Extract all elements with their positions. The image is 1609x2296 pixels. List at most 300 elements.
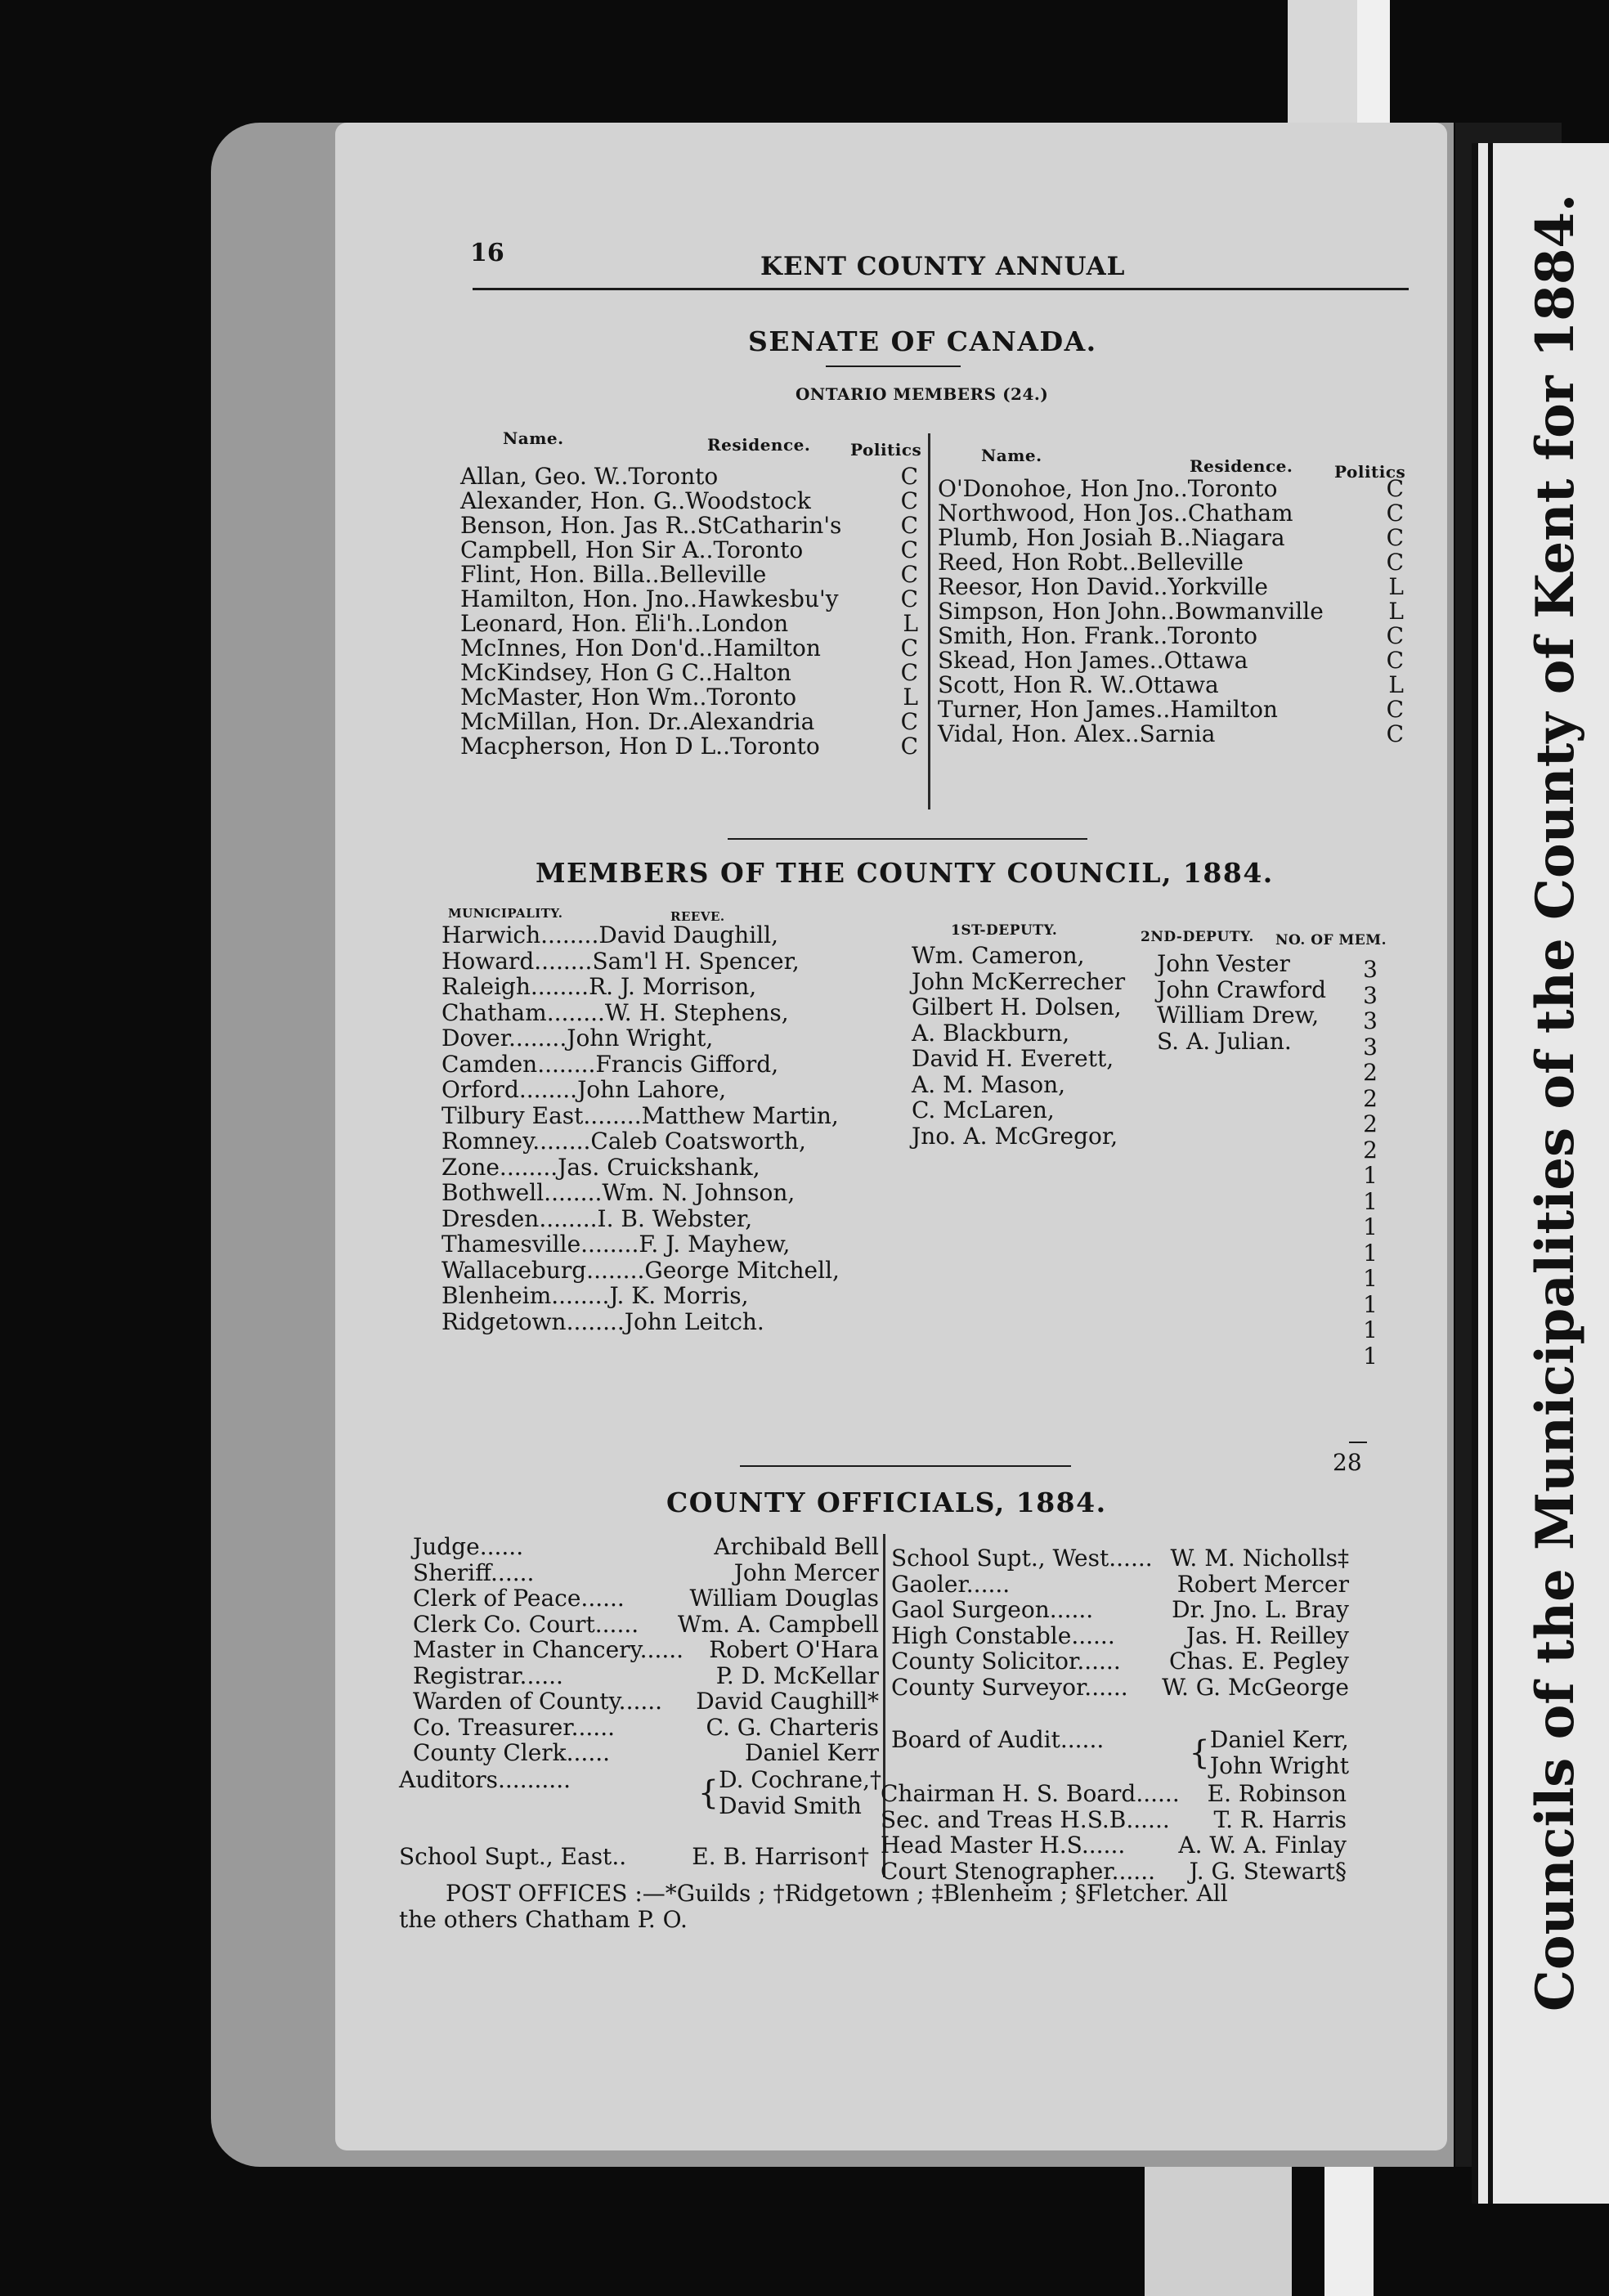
senator-entry: Smith, Hon. Frank..Toronto	[938, 622, 1257, 649]
senator-residence: Hawkesbu'y	[697, 585, 839, 612]
council-municipality: Bothwell	[441, 1179, 545, 1206]
senator-residence: Belleville	[1136, 549, 1244, 576]
council-member-count: 2	[1363, 1059, 1378, 1086]
senator-row	[938, 575, 1404, 599]
council-row: Howard........Sam'l H. Spencer,	[441, 947, 800, 975]
council-member-count: 3	[1363, 981, 1378, 1009]
official-row	[413, 1715, 879, 1741]
official-office-label: Sheriff	[413, 1558, 491, 1586]
senator-residence: Toronto	[628, 463, 719, 490]
council-municipality: Harwich	[441, 922, 541, 948]
council-members-header: NO. OF MEM.	[1275, 932, 1387, 948]
senator-name: Macpherson, Hon D L	[460, 733, 716, 760]
senator-entry: Turner, Hon James..Hamilton	[938, 696, 1278, 723]
council-reeve: F. J. Mayhew,	[639, 1231, 791, 1258]
official-name: W. G. McGeorge	[1162, 1673, 1349, 1701]
council-second-deputy: S. A. Julian.	[1157, 1027, 1292, 1055]
senator-entry: Hamilton, Hon. Jno..Hawkesbu'y	[460, 585, 839, 612]
council-left-columns	[441, 922, 899, 1334]
senate-subtitle: ONTARIO MEMBERS (24.)	[796, 384, 1049, 404]
council-member-count: 1	[1363, 1265, 1378, 1292]
senator-entry: McKindsey, Hon G C..Halton	[460, 659, 791, 686]
senator-row	[460, 710, 918, 734]
council-reeve: John Wright,	[567, 1025, 714, 1052]
senator-name: McMaster, Hon Wm	[460, 684, 692, 711]
senator-name: Benson, Hon. Jas R	[460, 512, 683, 539]
auditors-label: Auditors	[399, 1766, 498, 1793]
senator-politics: C	[900, 733, 918, 760]
council-members-column	[1353, 957, 1378, 1369]
senator-residence: Belleville	[659, 561, 767, 588]
official-row	[891, 1597, 1349, 1623]
council-row: Wallaceburg........George Mitchell,	[441, 1256, 840, 1284]
senator-name: McMillan, Hon. Dr	[460, 708, 675, 735]
council-municipality: Dresden	[441, 1204, 540, 1232]
council-municipality-header: MUNICIPALITY.	[448, 906, 563, 921]
senator-row	[938, 624, 1404, 648]
council-municipality: Orford	[441, 1076, 519, 1103]
council-reeve: Sam'l H. Spencer,	[592, 947, 800, 975]
council-first-deputy: Wm. Cameron,	[912, 942, 1085, 969]
official-name: Daniel Kerr	[744, 1739, 879, 1766]
council-member-count: 1	[1363, 1290, 1378, 1318]
council-municipality: Ridgetown	[441, 1307, 567, 1335]
senator-politics: L	[1388, 573, 1404, 600]
council-row: Tilbury East........Matthew Martin,	[441, 1101, 839, 1129]
official-office: County Clerk......	[413, 1739, 611, 1766]
council-member-count: 1	[1363, 1187, 1378, 1215]
senator-name: Skead, Hon James	[938, 647, 1150, 674]
council-municipality: Romney	[441, 1128, 533, 1155]
council-total-rule	[1349, 1442, 1367, 1443]
senator-politics: C	[900, 561, 918, 588]
council-row: Dresden........I. B. Webster,	[441, 1204, 753, 1232]
senator-entry: Benson, Hon. Jas R..StCatharin's	[460, 512, 842, 539]
senate-right-column	[938, 477, 1404, 747]
senator-entry: McMillan, Hon. Dr..Alexandria	[460, 708, 815, 735]
senator-entry: McMaster, Hon Wm..Toronto	[460, 684, 797, 711]
senator-name: McKindsey, Hon G C	[460, 659, 698, 686]
council-member-count: 1	[1363, 1342, 1378, 1370]
official-row	[413, 1637, 879, 1663]
senator-politics: C	[1386, 720, 1404, 747]
senator-residence: Toronto	[1187, 475, 1278, 502]
council-first-deputy-header: 1ST-DEPUTY.	[951, 922, 1058, 939]
senator-row	[460, 563, 918, 587]
official-name: Robert Mercer	[1176, 1570, 1349, 1598]
official-office: County Solicitor......	[891, 1648, 1121, 1675]
council-first-deputy: John McKerrecher	[912, 967, 1126, 995]
council-reeve: John Lahore,	[577, 1076, 727, 1103]
senator-entry: Scott, Hon R. W..Ottawa	[938, 671, 1219, 698]
senator-politics: C	[1386, 524, 1404, 551]
senator-row	[938, 477, 1404, 501]
senator-entry: Skead, Hon James..Ottawa	[938, 647, 1248, 674]
senator-entry: Allan, Geo. W..Toronto	[460, 463, 719, 490]
official-office-label: Gaoler	[891, 1570, 966, 1598]
auditor-name: David Smith	[719, 1792, 862, 1819]
council-second-deputy: John Crawford	[1157, 975, 1327, 1003]
official-name: Robert O'Hara	[709, 1636, 879, 1663]
council-reeve-header: REEVE.	[670, 909, 725, 924]
senator-politics: C	[1386, 647, 1404, 674]
official-row	[891, 1623, 1349, 1649]
council-member-count: 1	[1363, 1239, 1378, 1267]
officials-right-column	[891, 1545, 1349, 1700]
council-municipality: Tilbury East	[441, 1101, 584, 1129]
official-row	[891, 1545, 1349, 1572]
senator-name: Reesor, Hon David	[938, 573, 1154, 600]
board-brace: {	[1189, 1733, 1210, 1772]
council-first-deputy: David H. Everett,	[912, 1045, 1114, 1072]
senator-name: Reed, Hon Robt	[938, 549, 1123, 576]
side-banner: Councils of the Municipalities of the County of Kent for 1884.	[1525, 193, 1586, 2011]
senator-politics: C	[900, 512, 918, 539]
council-second-deputy: John Vester	[1157, 950, 1290, 977]
senator-name: Leonard, Hon. Eli'h	[460, 610, 688, 637]
senator-row	[938, 599, 1404, 624]
council-member-count: 1	[1363, 1213, 1378, 1240]
senate-right-politics-header: Politics	[1334, 462, 1406, 482]
senator-politics: C	[1386, 500, 1404, 527]
council-municipality: Camden	[441, 1050, 538, 1078]
council-municipality: Zone	[441, 1153, 500, 1181]
council-reeve: Matthew Martin,	[641, 1101, 839, 1129]
council-first-deputy-column	[912, 943, 1157, 1149]
senator-politics: C	[1386, 696, 1404, 723]
senate-column-divider	[928, 433, 930, 809]
senator-entry: Reesor, Hon David..Yorkville	[938, 573, 1268, 600]
senator-residence: Chatham	[1187, 500, 1293, 527]
board-member-name: John Wright	[1209, 1751, 1349, 1779]
official-row	[891, 1572, 1349, 1598]
official-row	[881, 1781, 1347, 1807]
official-office: Court Stenographer......	[881, 1857, 1155, 1885]
official-row	[413, 1612, 879, 1638]
council-first-deputy: Jno. A. McGregor,	[912, 1122, 1118, 1150]
official-office-label: County Clerk	[413, 1739, 567, 1766]
official-office: Registrar......	[413, 1661, 563, 1689]
senator-row	[938, 722, 1404, 747]
school-east-name: E. B. Harrison†	[692, 1843, 869, 1870]
senator-name: Campbell, Hon Sir A	[460, 536, 699, 563]
senator-row	[460, 661, 918, 685]
official-office: Sec. and Treas H.S.B......	[881, 1805, 1170, 1833]
official-office-label: Head Master H.S	[881, 1832, 1082, 1859]
council-member-count: 2	[1363, 1110, 1378, 1137]
senator-name: McInnes, Hon Don'd	[460, 635, 699, 661]
council-reeve: David Daughill,	[598, 922, 778, 948]
official-office: Judge......	[413, 1533, 524, 1560]
council-municipality: Wallaceburg	[441, 1256, 587, 1284]
tab-strip-bottom-2	[1324, 2167, 1374, 2296]
council-total: 28	[1333, 1449, 1362, 1476]
senator-name: Scott, Hon R. W	[938, 671, 1121, 698]
official-name: E. Robinson	[1207, 1780, 1347, 1807]
council-first-deputy: A. Blackburn,	[912, 1019, 1070, 1047]
council-row: Thamesville........F. J. Mayhew,	[441, 1231, 791, 1258]
council-reeve: R. J. Morrison,	[589, 973, 757, 1000]
council-reeve: Francis Gifford,	[595, 1050, 779, 1078]
council-municipality: Blenheim	[441, 1282, 552, 1309]
board-of-audit-label: Board of Audit	[891, 1726, 1060, 1753]
senator-entry: Vidal, Hon. Alex..Sarnia	[938, 720, 1216, 747]
official-office-label: Clerk Co. Court	[413, 1610, 595, 1638]
council-municipality: Howard	[441, 947, 535, 975]
council-municipality: Dover	[441, 1025, 509, 1052]
council-member-count: 3	[1363, 1007, 1378, 1034]
council-row: Ridgetown........John Leitch.	[441, 1307, 764, 1335]
senator-row	[938, 697, 1404, 722]
official-name: T. R. Harris	[1213, 1805, 1347, 1833]
senate-left-politics-header: Politics	[850, 440, 922, 460]
council-member-count: 2	[1363, 1136, 1378, 1164]
council-first-deputy: C. McLaren,	[912, 1096, 1055, 1123]
council-row: Dover........John Wright,	[441, 1025, 714, 1052]
post-offices-note: POST OFFICES :—*Guilds ; †Ridgetown ; ‡Blenheim ; §Fletcher. All	[446, 1880, 1228, 1907]
board-member-name: Daniel Kerr,	[1209, 1726, 1349, 1753]
senator-entry: Leonard, Hon. Eli'h..London	[460, 610, 789, 637]
council-row: Chatham........W. H. Stephens,	[441, 998, 789, 1026]
page-number: 16	[470, 239, 504, 267]
senator-politics: C	[1386, 475, 1404, 502]
senator-residence: Halton	[712, 659, 791, 686]
council-municipality: Chatham	[441, 998, 547, 1026]
official-name: William Douglas	[689, 1585, 879, 1612]
official-name: Chas. E. Pegley	[1169, 1648, 1349, 1675]
officials-left-column	[413, 1534, 879, 1766]
official-row	[413, 1585, 879, 1612]
senator-row	[460, 636, 918, 661]
official-office-label: Chairman H. S. Board	[881, 1780, 1136, 1807]
senator-name: Turner, Hon James	[938, 696, 1156, 723]
council-reeve: Jas. Cruickshank,	[558, 1153, 760, 1181]
official-office-label: Co. Treasurer	[413, 1713, 571, 1741]
official-office-label: Clerk of Peace	[413, 1585, 581, 1612]
official-office-label: Judge	[413, 1533, 480, 1560]
official-office-label: Court Stenographer	[881, 1857, 1112, 1885]
officials-board-of-audit: Board of Audit...... { Daniel Kerr, John Wright	[891, 1726, 1349, 1779]
official-office: Gaoler......	[891, 1570, 1011, 1598]
senate-right-name-header: Name.	[981, 446, 1042, 465]
official-office-label: School Supt., West	[891, 1545, 1109, 1572]
council-member-count: 1	[1363, 1316, 1378, 1343]
senator-entry: Northwood, Hon Jos..Chatham	[938, 500, 1293, 527]
officials-school-east: School Supt., East.. E. B. Harrison†	[399, 1843, 869, 1870]
auditors-brace: {	[697, 1774, 719, 1812]
senator-name: Plumb, Hon Josiah B	[938, 524, 1176, 551]
council-municipality: Thamesville	[441, 1231, 581, 1258]
official-row	[881, 1807, 1347, 1833]
senator-row	[938, 648, 1404, 673]
official-name: Wm. A. Campbell	[677, 1610, 879, 1638]
senator-row	[460, 489, 918, 513]
senate-title-rule	[826, 365, 961, 367]
official-office-label: County Surveyor	[891, 1673, 1085, 1701]
senator-residence: Toronto	[713, 536, 804, 563]
senator-politics: C	[900, 659, 918, 686]
council-member-count: 3	[1363, 956, 1378, 983]
official-office-label: Registrar	[413, 1661, 520, 1689]
senator-name: Vidal, Hon. Alex	[938, 720, 1125, 747]
senator-row	[938, 501, 1404, 526]
official-office-label: Sec. and Treas H.S.B	[881, 1805, 1127, 1833]
official-name: A. W. A. Finlay	[1178, 1832, 1347, 1859]
senator-entry: Plumb, Hon Josiah B..Niagara	[938, 524, 1285, 551]
senator-politics: C	[900, 536, 918, 563]
council-end-rule	[740, 1465, 1071, 1467]
official-name: W. M. Nicholls‡	[1170, 1545, 1349, 1572]
official-office: Gaol Surgeon......	[891, 1596, 1094, 1623]
senator-row	[938, 673, 1404, 697]
senate-left-name-header: Name.	[503, 428, 564, 448]
official-name: J. G. Stewart§	[1189, 1857, 1347, 1885]
senator-row	[460, 587, 918, 612]
council-reeve: W. H. Stephens,	[604, 998, 789, 1026]
senate-left-column	[460, 464, 918, 759]
official-office-label: High Constable	[891, 1621, 1072, 1649]
official-name: P. D. McKellar	[715, 1661, 879, 1689]
official-row	[413, 1534, 879, 1560]
council-row: Harwich........David Daughill,	[441, 922, 778, 948]
official-office: Sheriff......	[413, 1558, 535, 1586]
senator-residence: Sarnia	[1139, 720, 1216, 747]
senate-title: SENATE OF CANADA.	[748, 325, 1097, 357]
senate-left-residence-header: Residence.	[707, 435, 811, 455]
council-second-deputy-column	[1157, 951, 1369, 1054]
official-name: C. G. Charteris	[706, 1713, 879, 1741]
senator-name: O'Donohoe, Hon Jno	[938, 475, 1173, 502]
senator-politics: L	[1388, 598, 1404, 625]
senate-end-rule	[728, 838, 1087, 840]
official-row	[413, 1740, 879, 1766]
council-title: MEMBERS OF THE COUNTY COUNCIL, 1884.	[536, 857, 1274, 889]
official-name: John Mercer	[733, 1558, 879, 1586]
senator-politics: L	[903, 684, 918, 711]
official-name: Archibald Bell	[714, 1533, 879, 1560]
senator-residence: Woodstock	[685, 487, 811, 514]
official-office: Clerk Co. Court......	[413, 1610, 639, 1638]
senator-entry: McInnes, Hon Don'd..Hamilton	[460, 635, 821, 661]
official-office: Warden of County......	[413, 1688, 663, 1715]
senator-politics: C	[1386, 622, 1404, 649]
senator-row	[938, 526, 1404, 550]
senator-residence: Niagara	[1190, 524, 1285, 551]
senator-politics: C	[900, 463, 918, 490]
senator-row	[460, 734, 918, 759]
senator-entry: Alexander, Hon. G..Woodstock	[460, 487, 811, 514]
council-first-deputy: Gilbert H. Dolsen,	[912, 993, 1122, 1020]
council-second-deputy-header: 2ND-DEPUTY.	[1141, 929, 1254, 945]
senator-residence: Hamilton	[1170, 696, 1278, 723]
senator-residence: Toronto	[729, 733, 820, 760]
post-offices-note-cont: the others Chatham P. O.	[399, 1906, 688, 1933]
senator-entry: O'Donohoe, Hon Jno..Toronto	[938, 475, 1278, 502]
senator-name: Simpson, Hon John	[938, 598, 1161, 625]
officials-auditors: Auditors.......... { D. Cochrane,† David Smith	[399, 1766, 881, 1819]
official-office: High Constable......	[891, 1621, 1115, 1649]
official-row	[891, 1648, 1349, 1675]
official-row	[413, 1560, 879, 1586]
senator-politics: C	[1386, 549, 1404, 576]
senator-politics: L	[903, 610, 918, 637]
council-reeve: J. K. Morris,	[609, 1282, 749, 1309]
council-row: Raleigh........R. J. Morrison,	[441, 973, 757, 1000]
senator-residence: Toronto	[706, 684, 797, 711]
senator-name: Allan, Geo. W	[460, 463, 614, 490]
senator-row	[938, 550, 1404, 575]
senator-residence: Hamilton	[713, 635, 821, 661]
senator-entry: Campbell, Hon Sir A..Toronto	[460, 536, 804, 563]
official-office: Co. Treasurer......	[413, 1713, 615, 1741]
senator-name: Smith, Hon. Frank	[938, 622, 1154, 649]
official-office: Master in Chancery......	[413, 1636, 684, 1663]
official-name: Jas. H. Reilley	[1185, 1621, 1349, 1649]
senator-residence: Alexandria	[689, 708, 815, 735]
auditor-name: D. Cochrane,†	[719, 1766, 881, 1793]
council-municipality: Raleigh	[441, 973, 531, 1000]
senator-row	[460, 612, 918, 636]
official-office: Chairman H. S. Board......	[881, 1780, 1180, 1807]
senator-politics: C	[900, 585, 918, 612]
senator-politics: L	[1388, 671, 1404, 698]
council-member-count: 3	[1363, 1033, 1378, 1061]
official-row	[413, 1688, 879, 1715]
senator-name: Alexander, Hon. G	[460, 487, 671, 514]
council-row: Zone........Jas. Cruickshank,	[441, 1153, 760, 1181]
council-second-deputy: William Drew,	[1157, 1002, 1320, 1029]
senator-residence: Yorkville	[1168, 573, 1268, 600]
senator-entry: Macpherson, Hon D L..Toronto	[460, 733, 820, 760]
council-reeve: Wm. N. Johnson,	[602, 1179, 796, 1206]
council-reeve: I. B. Webster,	[597, 1204, 753, 1232]
senator-row	[460, 513, 918, 538]
official-name: Dr. Jno. L. Bray	[1172, 1596, 1349, 1623]
senator-row	[460, 538, 918, 563]
header-rule	[473, 288, 1409, 290]
official-office-label: Master in Chancery	[413, 1636, 640, 1663]
council-reeve: John Leitch.	[624, 1307, 764, 1335]
official-office-label: Gaol Surgeon	[891, 1596, 1050, 1623]
senator-residence: London	[701, 610, 789, 637]
council-reeve: Caleb Coatsworth,	[590, 1128, 806, 1155]
official-office: County Surveyor......	[891, 1673, 1128, 1701]
council-row: Orford........John Lahore,	[441, 1076, 727, 1103]
senator-name: Flint, Hon. Billa	[460, 561, 645, 588]
officials-right-bottom-column	[881, 1781, 1347, 1884]
official-name: David Caughill*	[696, 1688, 879, 1715]
official-office: School Supt., West......	[891, 1545, 1153, 1572]
official-row	[413, 1663, 879, 1689]
council-row: Camden........Francis Gifford,	[441, 1050, 779, 1078]
senator-entry: Flint, Hon. Billa..Belleville	[460, 561, 767, 588]
senator-politics: C	[900, 708, 918, 735]
official-office-label: Warden of County	[413, 1688, 619, 1715]
running-title: KENT COUNTY ANNUAL	[760, 252, 1126, 281]
official-office-label: County Solicitor	[891, 1648, 1078, 1675]
official-row	[891, 1675, 1349, 1701]
senator-residence: Toronto	[1168, 622, 1257, 649]
senator-residence: Bowmanville	[1174, 598, 1324, 625]
council-first-deputy: A. M. Mason,	[912, 1070, 1066, 1098]
senator-residence: Ottawa	[1134, 671, 1219, 698]
tab-strip-bottom	[1145, 2167, 1292, 2296]
officials-title: COUNTY OFFICIALS, 1884.	[666, 1487, 1107, 1518]
senator-name: Northwood, Hon Jos	[938, 500, 1174, 527]
council-row: Blenheim........J. K. Morris,	[441, 1282, 749, 1309]
council-reeve: George Mitchell,	[644, 1256, 840, 1284]
senator-row	[460, 464, 918, 489]
